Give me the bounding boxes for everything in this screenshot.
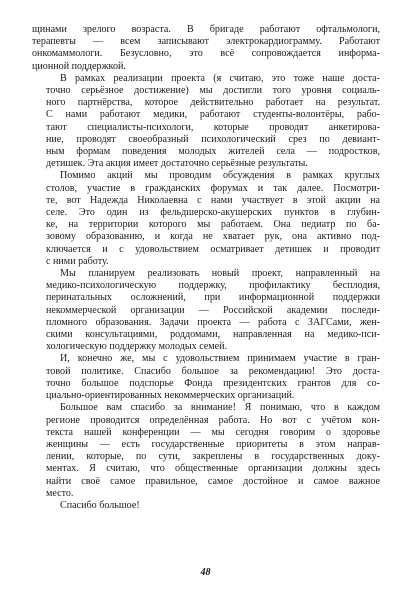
text-line: точно большое подспорье Фонда президентских грантов для со-	[46, 377, 380, 389]
text-line: женщины — есть государственные приоритеты в этом направ-	[46, 438, 380, 450]
text-line: терапевты — всем записывают электрокардиограмму. Работают	[32, 36, 380, 48]
text-line: с ними работу.	[46, 255, 109, 267]
text-line: столов, участие в гражданских форумах и так далее. Посмотри-	[46, 182, 380, 194]
text-line: перинатальных осложнений, при информационной поддержки	[46, 292, 380, 304]
text-line: онкомаммологи. Безусловно, это всё сопровождается информа-	[32, 48, 380, 60]
page-number: 48	[200, 567, 211, 578]
text-line: ключается и с удовольствием осматривает детишек и проводит	[46, 243, 380, 255]
text-line: ным формам поведения молодых жителей села — подростков,	[46, 146, 380, 158]
text-line: некоммерческой организации — Российской академии последи-	[46, 304, 380, 316]
text-line: ке, на территории которого мы работаем. Она педиатр по ба-	[46, 219, 380, 231]
text-line: Спасибо большое!	[60, 499, 140, 511]
text-line: товой политике. Спасибо большое за рекомендацию! Это доста-	[46, 365, 380, 377]
paragraph	[32, 500, 380, 512]
document-page	[32, 24, 380, 512]
text-line: циально-ориентированных некоммерческих организаций.	[46, 390, 295, 402]
text-line: скими консультациями, роддомами, направленная на медико-пси-	[46, 329, 380, 341]
text-line: И, конечно же, мы с удовольствием принимаем участие в гран-	[60, 353, 380, 365]
text-line: щинами зрелого возраста. В бригаде работают офтальмологи,	[32, 24, 380, 35]
paragraph	[32, 402, 380, 500]
text-line: ного партнёрства, которое действительно работает на результат.	[46, 97, 380, 109]
text-line: место.	[46, 487, 74, 499]
paragraph	[32, 268, 380, 353]
paragraph	[32, 73, 380, 171]
text-line: селе. Это один из фельдшерско-акушерских пунктов в глубин-	[46, 207, 380, 219]
text-line: С нами работают медики, работают студенты-волонтёры, рабо-	[46, 109, 380, 121]
text-line: Мы планируем реализовать новый проект, направленный на	[60, 268, 380, 280]
text-line: Помимо акций мы проводим обсуждения в рамках круглых	[60, 170, 380, 182]
text-line: ционной поддержкой.	[32, 60, 126, 72]
text-line: регионе проводится определённая работа. Но вот с учётом кон-	[46, 414, 380, 426]
text-line: лении, которые, по сути, закреплены в государственных доку-	[46, 451, 380, 463]
text-line: Большое вам спасибо за внимание! Я понимаю, что в каждом	[60, 402, 380, 414]
text-line: ние, проводят своеобразный психологический срез по девиант-	[46, 133, 380, 145]
text-line: точно серьёзное достижение) мы достигли того уровня социаль-	[46, 85, 380, 97]
paragraph	[32, 353, 380, 402]
paragraph	[32, 24, 380, 73]
text-line: ментах. Я считаю, что общественные организации должны здесь	[46, 463, 380, 475]
text-line: тают специалисты-психологи, которые проводят анкетирова-	[46, 121, 380, 133]
text-line: пломного образования. Задачи проекта — работа с ЗАГСами, жен-	[46, 316, 380, 328]
text-line: текста нашей конференции — мы сегодня говорим о здоровье	[46, 426, 380, 438]
text-line: зовому образованию, и когда не хватает рук, она активно под-	[46, 231, 380, 243]
text-line: хологическую поддержку молодых семей.	[46, 341, 228, 353]
text-line: медико-психологическую поддержку, профилактику бесплодия,	[46, 280, 380, 292]
text-line: те, вот Надежда Николаевна с нами участвует в этой акции на	[46, 194, 380, 206]
text-line: В рамках реализации проекта (я считаю, это тоже наше доста-	[60, 72, 380, 84]
document-body	[32, 24, 380, 512]
text-line: найти своё самое правильное, самое достойное и самое важное	[46, 475, 380, 487]
text-line: детишек. Эта акция имеет достаточно серьёзные результаты.	[46, 158, 308, 170]
paragraph	[32, 170, 380, 268]
